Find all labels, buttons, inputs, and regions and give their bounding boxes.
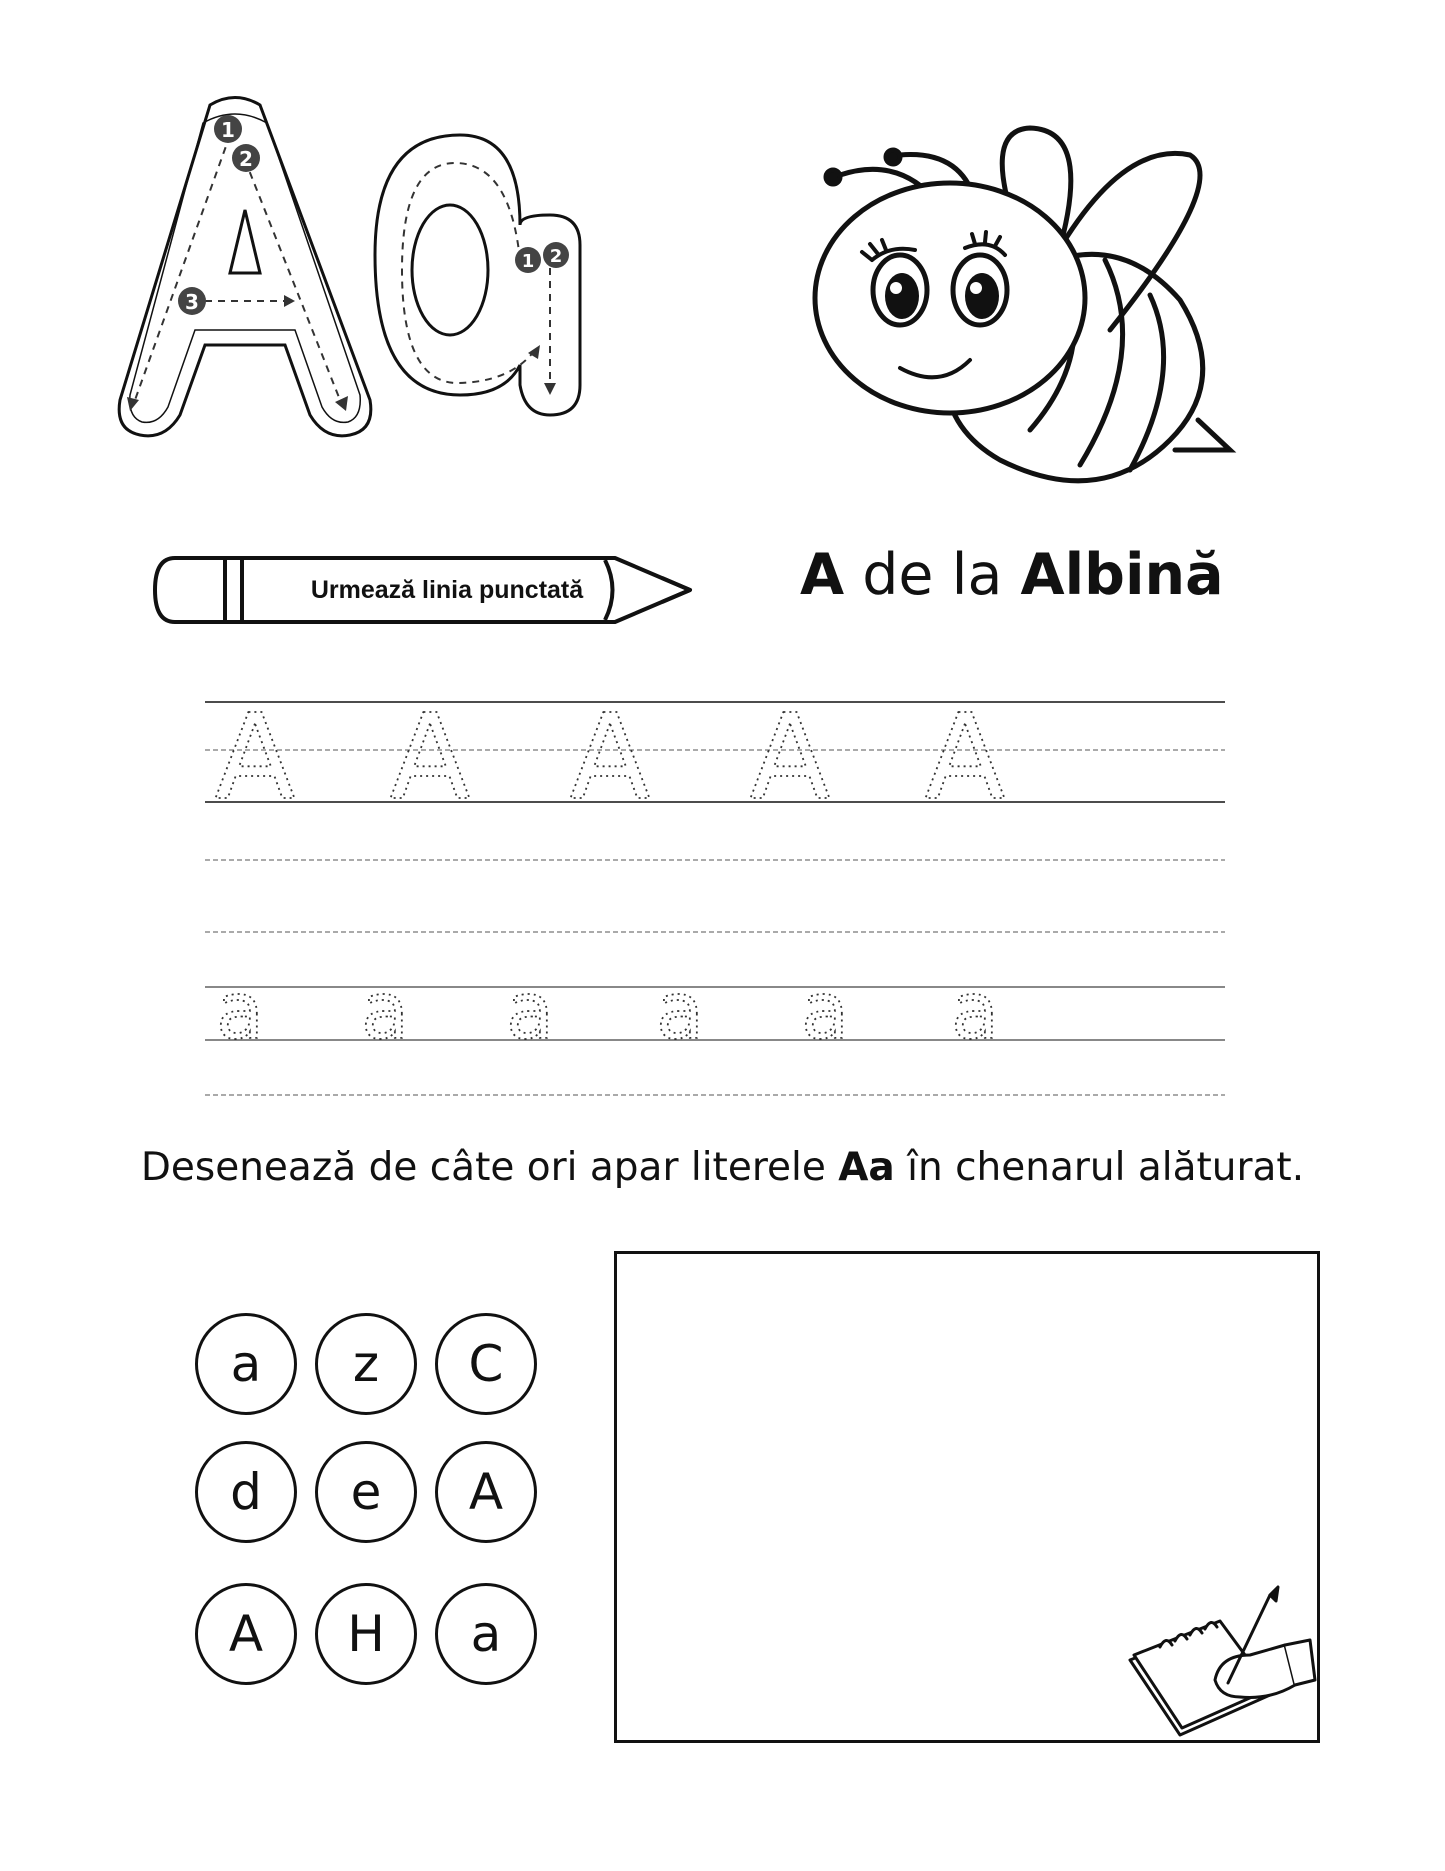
letter-circle[interactable] (195, 1313, 297, 1415)
traceable-lowercase-a: a (216, 967, 264, 1057)
stroke-number-3: 3 (185, 290, 199, 314)
circle-letter: C (468, 1335, 504, 1393)
traceable-uppercase-a: A (214, 690, 296, 826)
lowercase-a-outline (375, 135, 580, 415)
stroke-number-1: 1 (221, 118, 235, 142)
instruction-bold-letters: Aa (838, 1145, 895, 1190)
circle-letter: A (468, 1463, 504, 1521)
letter-caption (800, 535, 1320, 615)
letter-circle[interactable] (435, 1313, 537, 1415)
traceable-uppercase-a: A (389, 690, 471, 826)
circle-letter: A (228, 1605, 264, 1663)
pencil-instruction-label: Urmează linia punctată (310, 576, 584, 604)
letter-circle[interactable] (315, 1313, 417, 1415)
traceable-uppercase-a: A (924, 690, 1006, 826)
circle-letter: a (230, 1335, 262, 1393)
bee-illustration (800, 120, 1260, 510)
letter-circle[interactable] (315, 1583, 417, 1685)
uppercase-tracing-row (205, 690, 1225, 826)
circle-letter: z (352, 1335, 380, 1393)
letter-circle[interactable] (195, 1441, 297, 1543)
letter-circle[interactable] (435, 1583, 537, 1685)
circle-letter: d (230, 1463, 262, 1521)
letter-circle[interactable] (435, 1441, 537, 1543)
lowercase-tracing-row (205, 967, 1225, 1057)
instruction-text (0, 1138, 1445, 1198)
circle-letter: a (470, 1605, 502, 1663)
letter-circle[interactable] (315, 1441, 417, 1543)
writing-hand-icon (1120, 1585, 1320, 1745)
traceable-lowercase-a: a (801, 967, 849, 1057)
big-letter-aa-tracing (110, 95, 710, 505)
traceable-lowercase-a: a (361, 967, 409, 1057)
traceable-lowercase-a: a (951, 967, 999, 1057)
instruction-part1: Desenează de câte ori apar literele (140, 1145, 839, 1190)
traceable-uppercase-a: A (749, 690, 831, 826)
tracing-practice-area (200, 690, 1230, 1105)
stroke-number-markers-lower (515, 242, 569, 273)
caption-word: Albină (1020, 542, 1224, 608)
traceable-lowercase-a: a (656, 967, 704, 1057)
caption-connector: de la (844, 542, 1021, 608)
caption-letter: A (800, 542, 845, 608)
stroke-number-2: 2 (239, 147, 253, 171)
traceable-uppercase-a: A (569, 690, 651, 826)
instruction-part2: în chenarul alăturat. (894, 1145, 1305, 1190)
circle-letter: H (347, 1605, 385, 1663)
letter-circle[interactable] (195, 1583, 297, 1685)
stroke-number-lower-1: 1 (521, 251, 535, 272)
traceable-lowercase-a: a (506, 967, 554, 1057)
stroke-number-lower-2: 2 (549, 246, 563, 267)
circle-letter: e (350, 1463, 382, 1521)
